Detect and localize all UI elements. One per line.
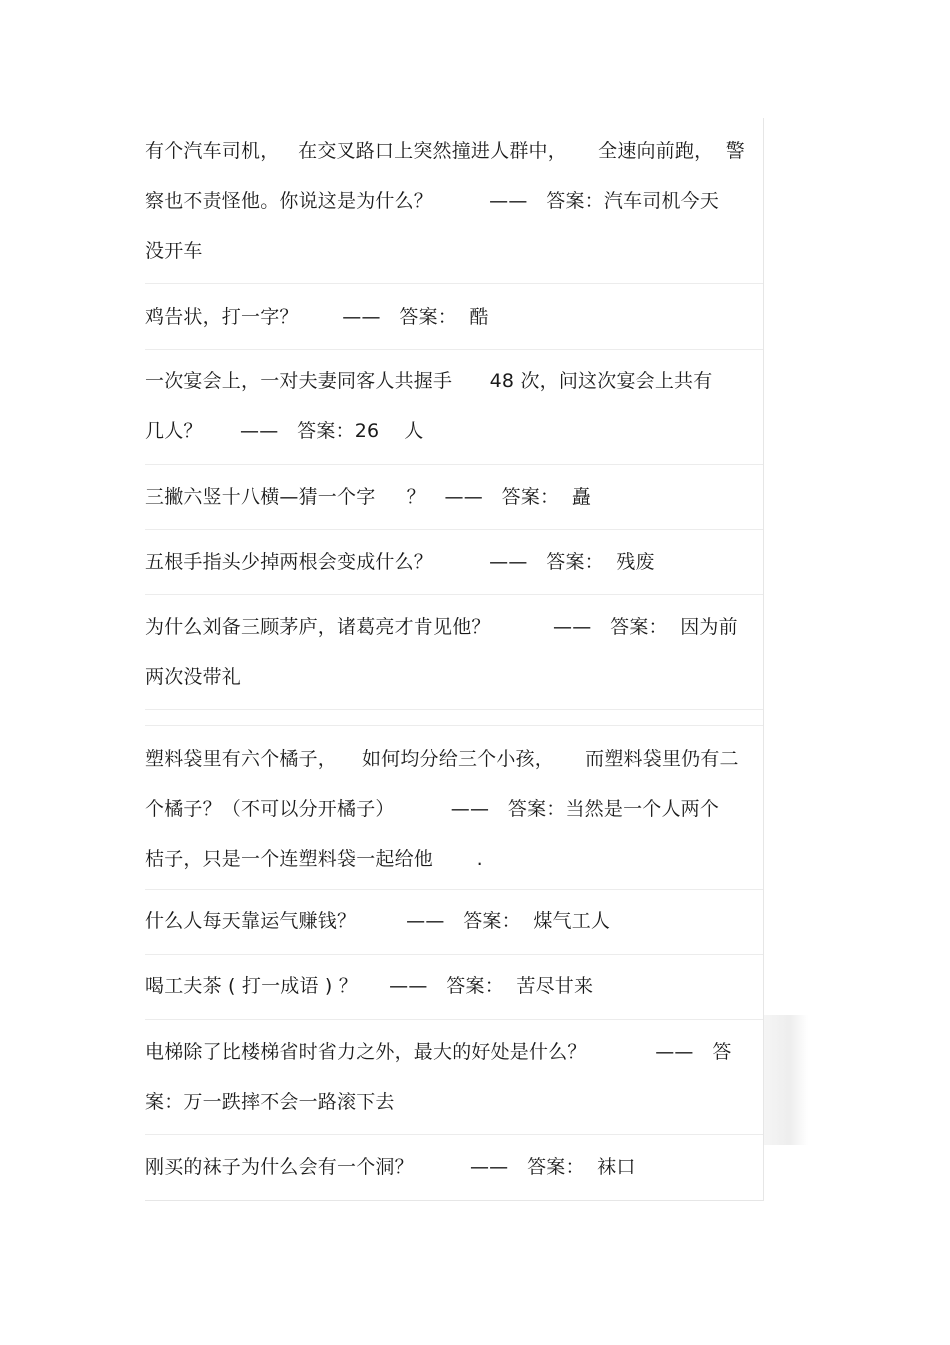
riddle-line: 电梯除了比楼梯省时省力之外，最大的好处是什么？ —— 答 <box>145 1041 732 1063</box>
riddle-item <box>145 118 763 284</box>
riddle-line: 为什么刘备三顾茅庐，诸葛亮才肯见他？ —— 答案： 因为前 <box>145 616 738 638</box>
riddle-line: 案：万一跌摔不会一路滚下去 <box>145 1091 395 1113</box>
riddle-line: 两次没带礼 <box>145 666 242 688</box>
riddle-line: 刚买的袜子为什么会有一个洞？ —— 答案： 袜口 <box>145 1156 636 1178</box>
riddle-item <box>145 530 763 595</box>
riddle-line: 鸡告状，打一字？ —— 答案： 酷 <box>145 306 489 328</box>
riddle-line: 没开车 <box>145 240 203 262</box>
riddle-item <box>145 955 763 1020</box>
riddle-item <box>145 1020 763 1135</box>
riddle-item <box>145 890 763 955</box>
riddle-line: 什么人每天靠运气赚钱？ —— 答案： 煤气工人 <box>145 910 611 932</box>
riddle-line: 塑料袋里有六个橘子， 如何均分给三个小孩， 而塑料袋里仍有二 <box>145 748 739 770</box>
riddle-list <box>145 118 764 1201</box>
riddle-line: 桔子，只是一个连塑料袋一起给他 . <box>145 848 483 870</box>
riddle-item <box>145 595 763 710</box>
riddle-line: 一次宴会上，一对夫妻同客人共握手 48 次，问这次宴会上共有 <box>145 370 713 392</box>
riddle-line: 喝工夫茶 ( 打一成语 ) ？ —— 答案： 苦尽甘来 <box>145 975 594 997</box>
riddle-item <box>145 1135 763 1200</box>
riddle-line: 几人？ —— 答案：26 人 <box>145 420 424 442</box>
riddle-item <box>145 284 763 350</box>
riddle-line: 三撇六竖十八横—猜一个字 ？ —— 答案： 矗 <box>145 486 591 508</box>
riddle-item <box>145 726 763 890</box>
riddle-line: 有个汽车司机， 在交叉路口上突然撞进人群中， 全速向前跑， 警 <box>145 140 745 162</box>
riddle-line: 察也不责怪他。你说这是为什么？ —— 答案：汽车司机今天 <box>145 190 720 212</box>
riddle-line: 五根手指头少掉两根会变成什么？ —— 答案： 残废 <box>145 551 655 573</box>
riddle-line: 个橘子？（不可以分开橘子） —— 答案：当然是一个人两个 <box>145 798 720 820</box>
riddle-item <box>145 465 763 530</box>
scan-shadow <box>763 1015 808 1145</box>
riddle-item <box>145 350 763 465</box>
